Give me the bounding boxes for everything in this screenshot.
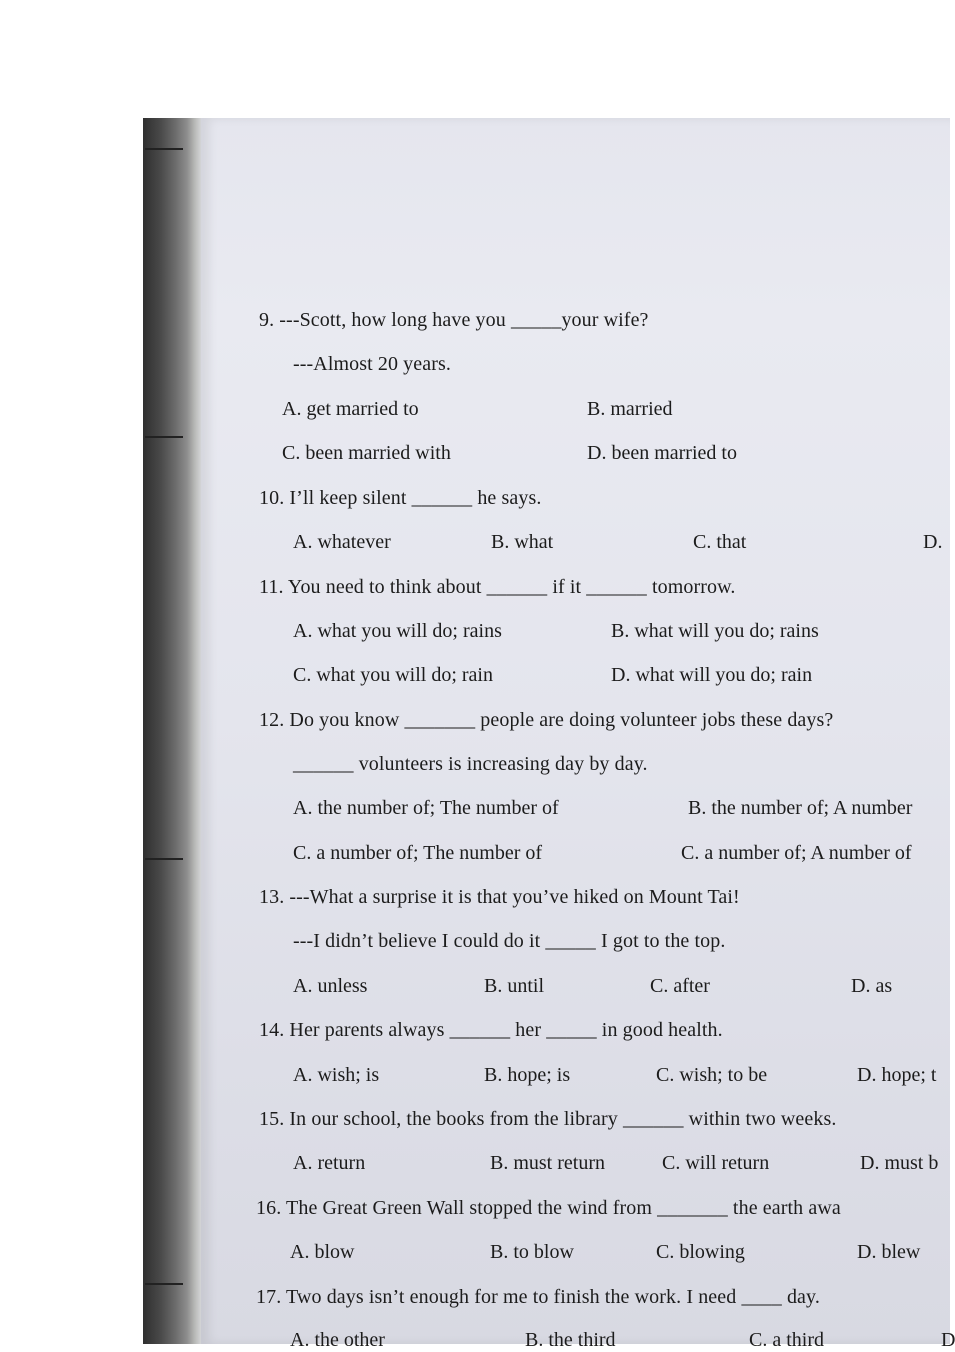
binder-divider: [145, 1283, 183, 1285]
question-10-option-c[interactable]: C. that: [693, 531, 747, 553]
binder-edge: [143, 118, 203, 1344]
question-9-option-a[interactable]: A. get married to: [282, 398, 419, 420]
question-17-stem: 17. Two days isn’t enough for me to finish the work. I need ____ day.: [256, 1286, 820, 1308]
question-13-option-d[interactable]: D. as: [851, 975, 893, 997]
scanned-page-photo: [143, 118, 955, 1351]
question-14-option-d[interactable]: D. hope; t: [857, 1064, 937, 1086]
question-12-option-d[interactable]: C. a number of; A number of: [681, 842, 912, 864]
question-12-option-b[interactable]: B. the number of; A number: [688, 797, 913, 819]
question-16-option-a[interactable]: A. blow: [290, 1241, 355, 1263]
question-9-option-b[interactable]: B. married: [587, 398, 673, 420]
question-14-option-c[interactable]: C. wish; to be: [656, 1064, 768, 1086]
question-13-option-a[interactable]: A. unless: [293, 975, 368, 997]
binder-divider: [145, 148, 183, 150]
question-12-second-line: ______ volunteers is increasing day by day.: [293, 753, 648, 775]
binder-divider: [145, 436, 183, 438]
question-11-option-a[interactable]: A. what you will do; rains: [293, 620, 502, 642]
question-9-option-c[interactable]: C. been married with: [282, 442, 451, 464]
question-15-option-a[interactable]: A. return: [293, 1152, 366, 1174]
question-12-stem: 12. Do you know _______ people are doing volunteer jobs these days?: [259, 709, 834, 731]
question-9-option-d[interactable]: D. been married to: [587, 442, 737, 464]
question-16-stem: 16. The Great Green Wall stopped the wind from _______ the earth awa: [256, 1197, 841, 1219]
question-17-option-a[interactable]: A. the other: [290, 1329, 385, 1351]
question-12-option-a[interactable]: A. the number of; The number of: [293, 797, 559, 819]
question-11-option-c[interactable]: C. what you will do; rain: [293, 664, 493, 686]
question-16-option-b[interactable]: B. to blow: [490, 1241, 574, 1263]
question-11-option-b[interactable]: B. what will you do; rains: [611, 620, 819, 642]
question-16-option-d[interactable]: D. blew: [857, 1241, 921, 1263]
question-17-option-c[interactable]: C. a third: [749, 1329, 824, 1351]
question-10-option-b[interactable]: B. what: [491, 531, 554, 553]
question-17-option-d[interactable]: D: [941, 1329, 955, 1351]
question-15-option-d[interactable]: D. must b: [860, 1152, 939, 1174]
question-14-stem: 14. Her parents always ______ her _____ in good health.: [259, 1019, 723, 1041]
question-14-option-a[interactable]: A. wish; is: [293, 1064, 380, 1086]
question-15-stem: 15. In our school, the books from the library ______ within two weeks.: [259, 1108, 837, 1130]
question-13-option-b[interactable]: B. until: [484, 975, 545, 997]
question-11-option-d[interactable]: D. what will you do; rain: [611, 664, 813, 686]
question-12-option-c[interactable]: C. a number of; The number of: [293, 842, 543, 864]
question-13-stem: 13. ---What a surprise it is that you’ve hiked on Mount Tai!: [259, 886, 740, 908]
question-10-stem: 10. I’ll keep silent ______ he says.: [259, 487, 542, 509]
question-11-stem: 11. You need to think about ______ if it ______ tomorrow.: [259, 576, 736, 598]
question-15-option-b[interactable]: B. must return: [490, 1152, 605, 1174]
question-9-reply: ---Almost 20 years.: [293, 353, 451, 375]
question-9-stem: 9. ---Scott, how long have you _____your wife?: [259, 309, 649, 331]
question-10-option-d[interactable]: D.: [923, 531, 943, 553]
question-16-option-c[interactable]: C. blowing: [656, 1241, 745, 1263]
binder-divider: [145, 858, 183, 860]
exam-sheet: [201, 118, 955, 1351]
question-13-option-c[interactable]: C. after: [650, 975, 710, 997]
question-17-option-b[interactable]: B. the third: [525, 1329, 616, 1351]
question-14-option-b[interactable]: B. hope; is: [484, 1064, 571, 1086]
question-10-option-a[interactable]: A. whatever: [293, 531, 391, 553]
question-15-option-c[interactable]: C. will return: [662, 1152, 770, 1174]
question-13-reply: ---I didn’t believe I could do it _____ I got to the top.: [293, 930, 726, 952]
